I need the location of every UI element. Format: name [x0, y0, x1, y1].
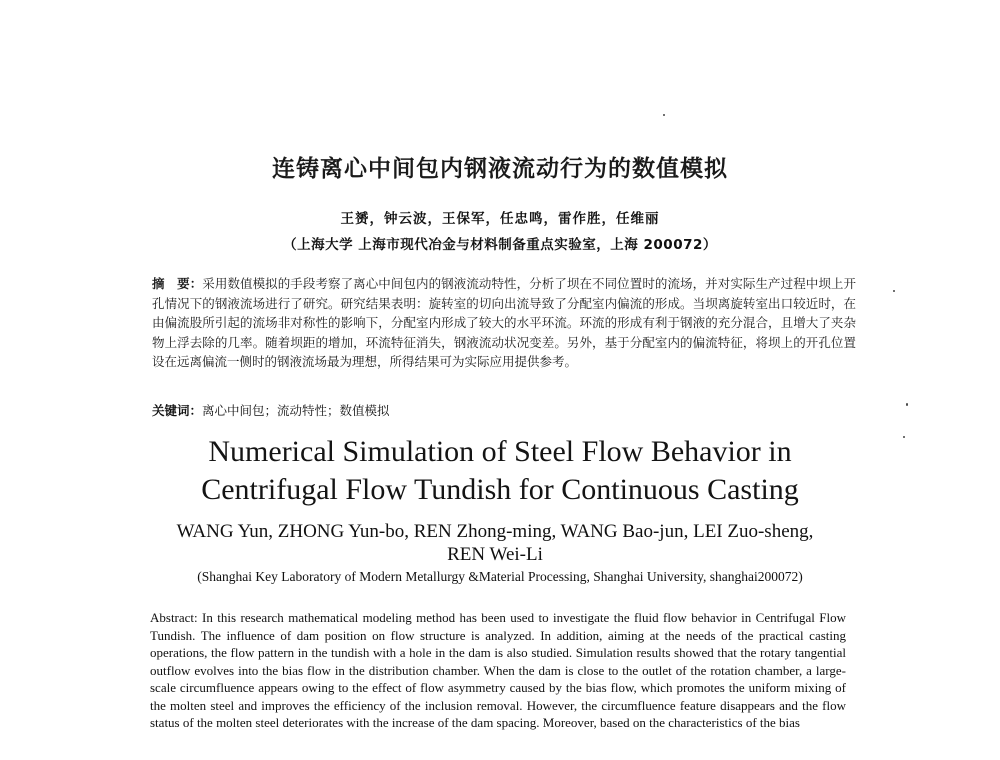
- chinese-affiliation: （上海大学 上海市现代冶金与材料制备重点实验室，上海 200072）: [283, 237, 717, 253]
- chinese-abstract-text: 采用数值模拟的手段考察了离心中间包内的钢液流动特性，分析了坝在不同位置时的流场，并对实际生产过程中坝上开孔情况下的钢液流场进行了研究。研究结果表明：旋转室的切向出流导致了分配室内偏流的形成。当坝离旋转室出口较近时，在由偏流股所引起的流场非对称性的影响下，分配室内形成了较大的水平环流。环流的形成有利于钢液的充分混合，且增大了夹杂物上浮去除的几率。随着坝距的增加，环流特征消失，钢液流动状况变差。另外，基于分配室内的偏流特征，将坝上的开孔位置设在远离偏流一侧时的钢液流场最为理想，所得结果可为实际应用提供参考。: [152, 276, 856, 369]
- scan-speck: [893, 290, 895, 292]
- chinese-keywords: [152, 401, 856, 420]
- scan-speck: [906, 403, 908, 406]
- english-abstract: Abstract: In this research mathematical modeling method has been used to investigate the fluid flow behavior in Centrifugal Flow Tundish. The influence of dam position on flow structure is analyzed. In addition, aiming at the needs of the practical casting operations, the flow pattern in the tundish with a hole in the dam is also studied. Simulation results showed that the rotary tangential outflow evolves into the bias flow in the distribution chamber. When the dam is close to the outlet of the rotation chamber, a large-scale circumfluence appears owing to the effect of flow asymmetry caused by the bias flow, which promotes the uniform mixing of the molten steel and improves the efficiency of the inclusion removal. However, the circumfluence feature disappears and the flow status of the molten steel deteriorates with the increase of the dam spacing. Moreover, based on the characteristics of the bias: [150, 610, 846, 730]
- english-authors-line-1: WANG Yun, ZHONG Yun-bo, REN Zhong-ming, WANG Bao-jun, LEI Zuo-sheng,: [176, 521, 814, 542]
- chinese-abstract: [152, 274, 856, 372]
- chinese-title: 连铸离心中间包内钢液流动行为的数值模拟: [272, 156, 728, 182]
- scan-speck: [663, 114, 665, 116]
- chinese-authors: 王赟，钟云波，王保军，任忠鸣，雷作胜，任维丽: [340, 211, 660, 227]
- english-title-line-1: Numerical Simulation of Steel Flow Behavior in: [208, 435, 792, 468]
- chinese-keywords-text: 离心中间包；流动特性；数值模拟: [202, 403, 390, 418]
- english-affiliation: (Shanghai Key Laboratory of Modern Metallurgy &Material Processing, Shanghai University, shanghai200072): [197, 569, 803, 584]
- english-authors-line-2: REN Wei-Li: [447, 544, 543, 565]
- chinese-keywords-label: 关键词：: [152, 403, 203, 418]
- english-authors: [150, 520, 840, 566]
- chinese-abstract-label: 摘 要：: [152, 276, 203, 291]
- english-title-line-2: Centrifugal Flow Tundish for Continuous Casting: [201, 473, 799, 506]
- english-title: [100, 433, 900, 509]
- scan-speck: [903, 436, 905, 438]
